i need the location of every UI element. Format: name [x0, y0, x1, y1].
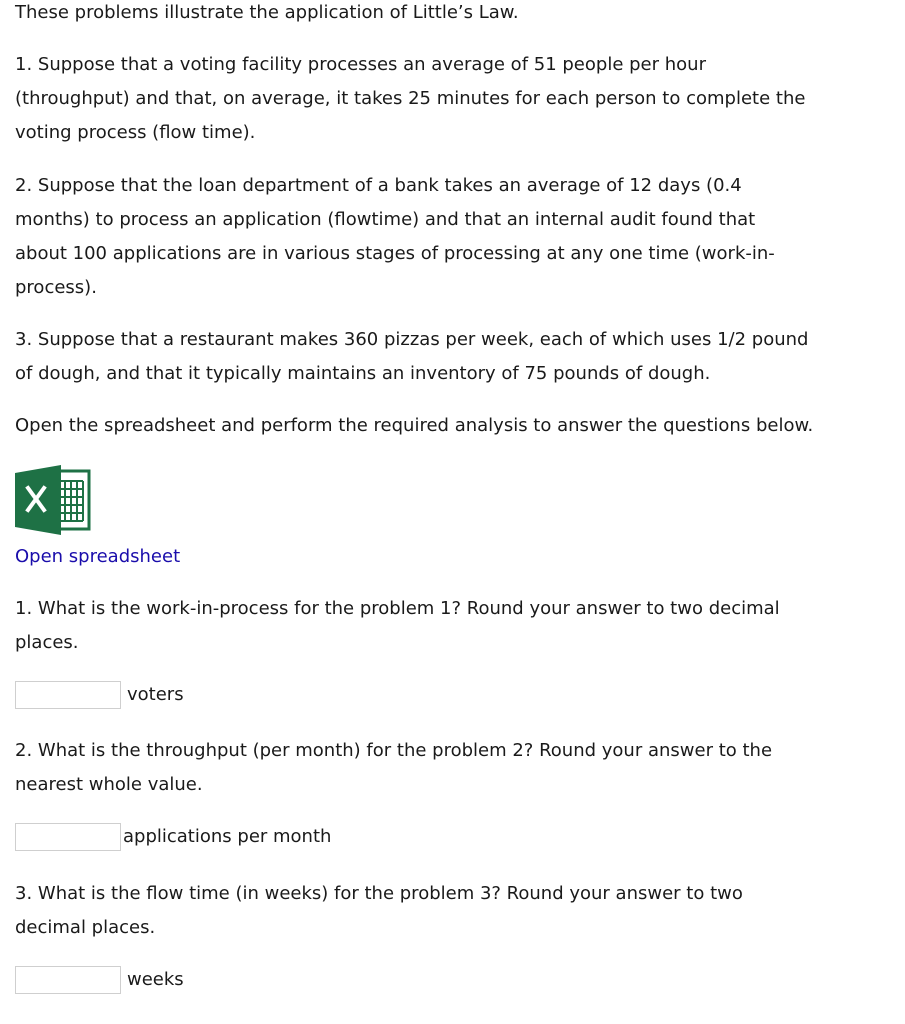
problem-1-line: voting process (flow time).	[15, 122, 256, 143]
question-2-line: 2. What is the throughput (per month) for the problem 2? Round your answer to the	[15, 740, 773, 761]
question-2-line: nearest whole value.	[15, 774, 203, 795]
answer-3-unit: weeks	[127, 969, 184, 990]
problem-3	[15, 323, 885, 391]
question-3	[15, 877, 885, 945]
question-1-line: 1. What is the work-in-process for the problem 1? Round your answer to two decimal	[15, 598, 780, 619]
problem-2-line: about 100 applications are in various stages of processing at any one time (work-in-	[15, 243, 775, 264]
problem-2-line: 2. Suppose that the loan department of a bank takes an average of 12 days (0.4	[15, 175, 742, 196]
question-1	[15, 592, 885, 660]
problem-2-line: process).	[15, 277, 97, 298]
question-3-line: 3. What is the flow time (in weeks) for the problem 3? Round your answer to two	[15, 883, 743, 904]
answer-1-input[interactable]	[15, 681, 121, 709]
answer-1-unit: voters	[127, 684, 184, 705]
question-2	[15, 734, 885, 802]
problem-2	[15, 169, 885, 305]
answer-row-2	[15, 822, 331, 852]
answer-row-1	[15, 680, 184, 710]
open-spreadsheet-link[interactable]: Open spreadsheet	[15, 546, 181, 567]
problem-3-line: of dough, and that it typically maintains an inventory of 75 pounds of dough.	[15, 363, 711, 384]
problem-3-line: 3. Suppose that a restaurant makes 360 pizzas per week, each of which uses 1/2 pound	[15, 329, 809, 350]
answer-row-3	[15, 965, 184, 995]
problem-2-line: months) to process an application (flowtime) and that an internal audit found that	[15, 209, 756, 230]
intro-text: These problems illustrate the application of Little’s Law.	[15, 2, 519, 23]
answer-2-input[interactable]	[15, 823, 121, 851]
instruction-text: Open the spreadsheet and perform the required analysis to answer the questions below.	[15, 415, 814, 436]
excel-icon[interactable]	[15, 465, 91, 535]
problem-1-line: 1. Suppose that a voting facility processes an average of 51 people per hour	[15, 54, 706, 75]
question-3-line: decimal places.	[15, 917, 156, 938]
problem-1-line: (throughput) and that, on average, it takes 25 minutes for each person to complete the	[15, 88, 806, 109]
answer-2-unit: applications per month	[123, 826, 332, 847]
problem-1	[15, 48, 885, 150]
question-1-line: places.	[15, 632, 79, 653]
answer-3-input[interactable]	[15, 966, 121, 994]
